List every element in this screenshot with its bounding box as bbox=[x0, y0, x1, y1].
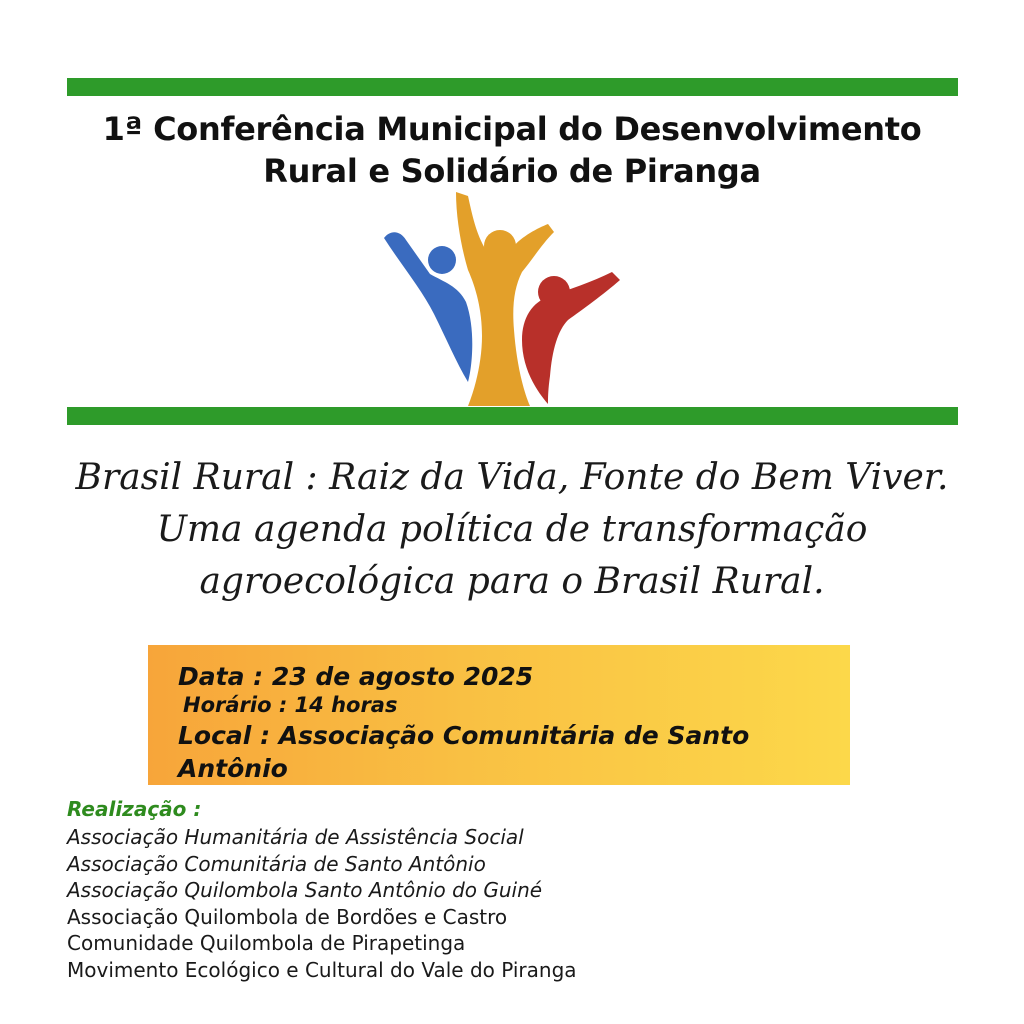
theme-tagline bbox=[0, 452, 1024, 608]
top-green-bar bbox=[67, 78, 958, 96]
bottom-green-bar bbox=[67, 407, 958, 425]
event-time: Horário : 14 horas bbox=[183, 693, 398, 717]
tagline-line-2: Uma agenda política de transformação bbox=[156, 509, 868, 550]
organizer-item: Movimento Ecológico e Cultural do Vale do Piranga bbox=[67, 957, 577, 982]
organizer-item: Associação Quilombola Santo Antônio do Guiné bbox=[67, 878, 543, 902]
conference-title bbox=[0, 108, 1024, 192]
organizer-item: Comunidade Quilombola de Pirapetinga bbox=[67, 931, 466, 955]
three-people-raising-arms-icon bbox=[372, 190, 624, 408]
organizer-list bbox=[67, 824, 577, 983]
tagline-line-1: Brasil Rural : Raiz da Vida, Fonte do Bem Viver. bbox=[75, 457, 949, 498]
realizacao-label: Realização : bbox=[67, 797, 202, 821]
event-location-line-2: Antônio bbox=[178, 754, 288, 783]
organizer-item: Associação Humanitária de Assistência Social bbox=[67, 825, 524, 849]
organizer-item: Associação Comunitária de Santo Antônio bbox=[67, 851, 486, 876]
organizer-item: Associação Quilombola de Bordões e Castro bbox=[67, 904, 508, 929]
event-location-line-1: Local : Associação Comunitária de Santo bbox=[178, 721, 750, 750]
title-line-1: 1ª Conferência Municipal do Desenvolvimento bbox=[102, 110, 922, 148]
blue-person-figure bbox=[384, 232, 472, 382]
tagline-line-3: agroecológica para o Brasil Rural. bbox=[199, 561, 825, 602]
event-date: Data : 23 de agosto 2025 bbox=[178, 662, 534, 691]
red-person-figure bbox=[522, 272, 620, 404]
title-line-2: Rural e Solidário de Piranga bbox=[263, 152, 761, 190]
